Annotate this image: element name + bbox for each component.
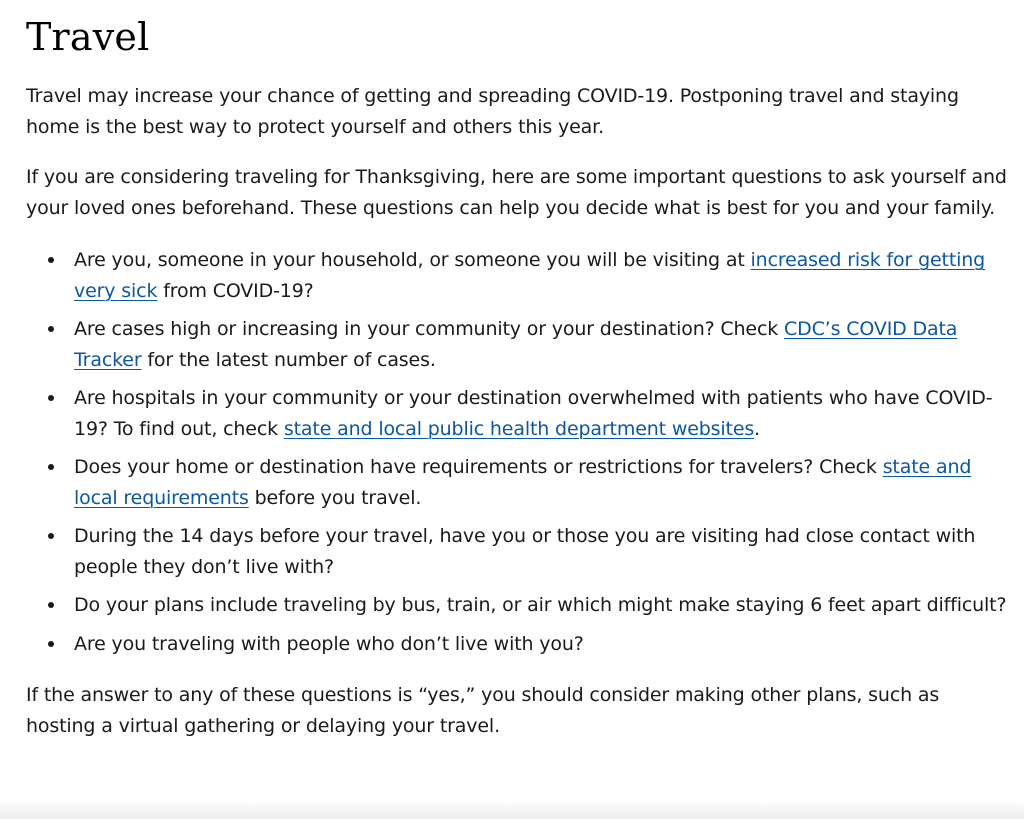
list-item	[26, 521, 1011, 582]
intro-paragraph: Travel may increase your chance of getting and spreading COVID-19. Postponing travel and staying home is the best way to protect yourself and others this year.	[26, 85, 959, 138]
covid-data-tracker-link[interactable]: CDC’s COVID Data Tracker	[74, 318, 958, 371]
bullet-icon	[48, 602, 54, 608]
local-requirements-link[interactable]: state and local requirements	[74, 456, 972, 509]
question-text-after: before you travel.	[248, 486, 422, 509]
question-text-after: for the latest number of cases.	[141, 348, 436, 371]
increased-risk-link[interactable]: increased risk for getting very sick	[74, 249, 986, 302]
conclusion-paragraph: If the answer to any of these questions is “yes,” you should consider making other plans, such as hosting a virtual gathering or delaying your travel.	[26, 684, 940, 737]
considering-paragraph: If you are considering traveling for Thanksgiving, here are some important questions to ask yourself and your loved ones beforehand. These questions can help you decide what is best for you and your family.	[26, 166, 1007, 219]
question-text-before: Does your home or destination have requirements or restrictions for travelers? Check	[74, 456, 883, 478]
question-text: Do your plans include traveling by bus, train, or air which might make staying 6 feet apart difficult?	[74, 594, 1007, 616]
question-text-after: .	[754, 417, 761, 440]
list-item	[26, 383, 1011, 444]
question-text-before: Are hospitals in your community or your destination overwhelmed with patients who have COVID-19? To find out, check	[74, 387, 993, 440]
bottom-shadow	[0, 799, 1024, 819]
bullet-icon	[48, 395, 54, 401]
bullet-icon	[48, 326, 54, 332]
health-department-websites-link[interactable]: state and local public health department websites	[283, 417, 755, 440]
bullet-icon	[48, 533, 54, 539]
list-item	[26, 245, 1011, 306]
question-text: Are you traveling with people who don’t live with you?	[74, 632, 584, 655]
question-text-after: from COVID-19?	[157, 279, 314, 302]
bullet-icon	[48, 257, 54, 263]
bullet-icon	[48, 464, 54, 470]
list-item	[26, 590, 1011, 621]
list-item	[26, 314, 1011, 375]
question-list	[26, 245, 1011, 659]
bullet-icon	[48, 641, 54, 647]
page-title: Travel	[26, 15, 150, 59]
question-text: During the 14 days before your travel, have you or those you are visiting had close contact with people they don’t live with?	[74, 525, 976, 578]
question-text-before: Are cases high or increasing in your community or your destination? Check	[74, 318, 785, 340]
list-item	[26, 452, 1011, 513]
article	[26, 0, 1011, 741]
list-item	[26, 629, 1011, 660]
question-text-before: Are you, someone in your household, or someone you will be visiting at	[74, 249, 751, 271]
